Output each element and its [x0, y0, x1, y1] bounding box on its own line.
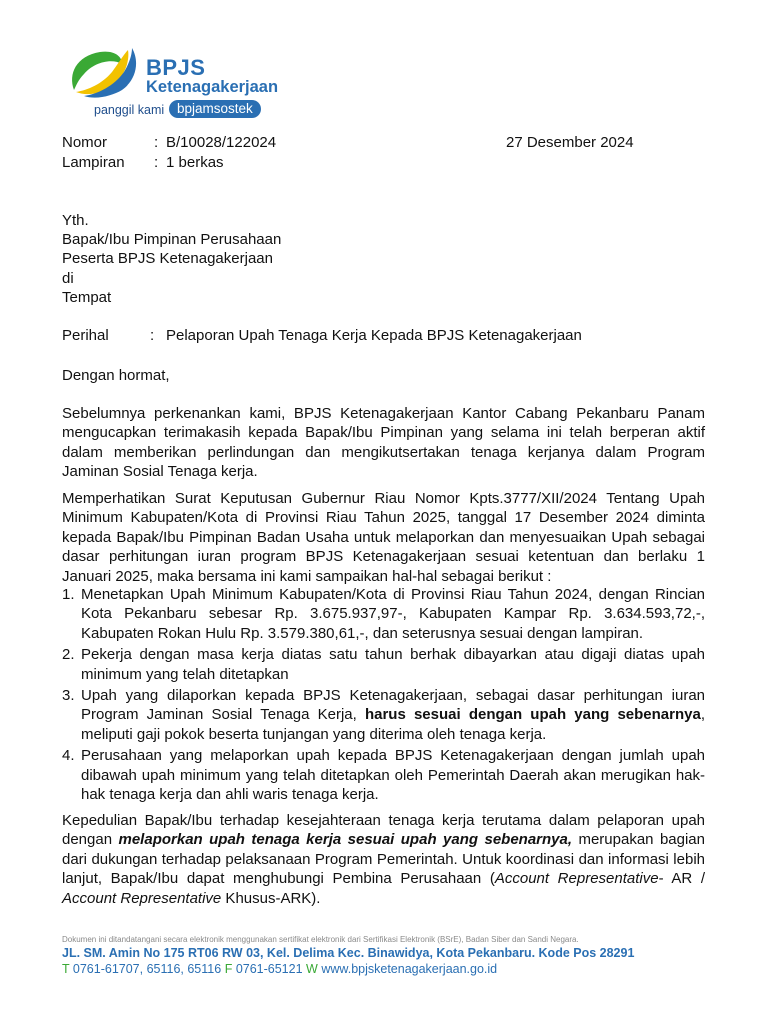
- bpjs-leaf-icon: [66, 44, 146, 104]
- list-text-bold: harus sesuai dengan upah yang sebenarnya: [364, 706, 701, 724]
- list-item: [62, 645, 705, 684]
- subject-value: Pelaporan Upah Tenaga Kerja Kepada BPJS Ketenagakerjaan: [166, 327, 582, 344]
- fax-value: 0761-65121: [235, 962, 303, 976]
- list-text: Pekerja dengan masa kerja diatas satu tahun berhak dibayarkan atau digaji diatas upah minimum yang telah ditetapkan: [81, 646, 705, 683]
- lampiran-colon: :: [154, 154, 159, 171]
- list-item: [62, 585, 705, 643]
- list-number: 4.: [62, 747, 75, 765]
- greeting: Dengan hormat,: [62, 367, 170, 384]
- logo-tagline: panggil kami: [94, 103, 165, 117]
- closing-emphasis: melaporkan upah tenaga kerja sesuai upah yang sebenarnya,: [118, 831, 573, 849]
- logo-pill: bpjamsostek: [169, 100, 261, 118]
- recipient-block: [62, 211, 281, 307]
- list-text: Perusahaan yang melaporkan upah kepada BPJS Ketenagakerjaan dengan jumlah upah dibawah upah minimum yang telah ditetapkan oleh Pemerintah Daerah akan merugikan hak-hak tenaga kerja dan ahli waris tenaga kerja.: [81, 747, 705, 804]
- subject-label: Perihal: [62, 327, 109, 344]
- nomor-label: Nomor: [62, 134, 108, 151]
- recipient-line: Bapak/Ibu Pimpinan Perusahaan: [62, 231, 282, 249]
- nomor-row: [62, 134, 276, 151]
- letter-footer: [62, 935, 722, 976]
- fax-label: F: [224, 962, 233, 976]
- points-list: [62, 585, 705, 806]
- nomor-value: B/10028/122024: [166, 134, 277, 151]
- logo-title: BPJS: [146, 55, 206, 80]
- closing-text: Khusus-ARK).: [221, 889, 321, 907]
- phone-value: 0761-61707, 65116, 65116: [72, 962, 222, 976]
- office-address: JL. SM. Amin No 175 RT06 RW 03, Kel. Delima Kec. Binawidya, Kota Pekanbaru. Kode Pos 28291: [62, 946, 635, 960]
- recipient-line: di: [62, 269, 74, 287]
- recipient-line: Yth.: [62, 212, 89, 229]
- bpjs-logo: [66, 44, 316, 126]
- list-item: [62, 746, 705, 804]
- subject-colon: :: [150, 327, 155, 344]
- list-number: 1.: [62, 586, 75, 603]
- list-text: Menetapkan Upah Minimum Kabupaten/Kota di Provinsi Riau Tahun 2024, dengan Rincian Kota Pekanbaru sebesar Rp. 3.675.937,97-, Kabupaten Kampar Rp. 3.634.593,72,-, Kabupaten Rokan Hulu Rp. 3.579.380,61,-, dan seterusnya sesuai dengan lampiran.: [81, 586, 705, 642]
- list-number: 3.: [62, 687, 75, 705]
- lampiran-label: Lampiran: [62, 154, 125, 171]
- web-label: W: [306, 962, 318, 976]
- closing-text: merupakan bagian dari dukungan terhadap pelaksanaan Program Pemerintah. Untuk koordinasi dan informasi lebih lanjut, Bapak/Ibu dapat menghubungi Pembina Perusahaan (: [62, 831, 705, 888]
- nomor-colon: :: [154, 134, 159, 151]
- subject-row: [62, 327, 582, 344]
- paragraph-intro: Sebelumnya perkenankan kami, BPJS Ketenagakerjaan Kantor Cabang Pekanbaru Panam mengucapkan terimakasih kepada Bapak/Ibu Pimpinan yang selama ini telah berperan aktif dalam memberikan perlindungan dan mengikutsertakan tenaga kerjanya dalam Program Jaminan Sosial Tenaga kerja.: [62, 405, 705, 481]
- list-text: Upah yang dilaporkan kepada BPJS Ketenagakerjaan, sebagai dasar perhitungan iuran Program Jaminan Sosial Tenaga Kerja,: [81, 687, 705, 724]
- phone-label: T: [62, 962, 70, 976]
- closing-italic: Account Representative: [62, 889, 222, 907]
- list-number: 2.: [62, 646, 75, 664]
- logo-subtitle: Ketenagakerjaan: [146, 78, 279, 96]
- lampiran-row: [62, 154, 224, 171]
- contact-line: [62, 962, 722, 976]
- closing-italic: Account Representative: [494, 870, 659, 888]
- closing-text: - AR /: [658, 870, 705, 888]
- list-item: [62, 686, 705, 744]
- list-text: , meliputi gaji pokok beserta tunjangan yang diterima oleh tenaga kerja.: [81, 706, 705, 743]
- paragraph-closing: [62, 811, 705, 908]
- lampiran-value: 1 berkas: [166, 154, 224, 171]
- recipient-line: Peserta BPJS Ketenagakerjaan: [62, 250, 273, 268]
- letter-date: 27 Desember 2024: [506, 134, 634, 151]
- closing-text: Kepedulian Bapak/Ibu terhadap kesejahteraan tenaga kerja terutama dalam pelaporan upah dengan: [62, 812, 705, 849]
- signature-note: Dokumen ini ditandatangani secara elektronik menggunakan sertifikat elektronik dari Sertifikasi Elektronik (BSrE), Badan Siber dan Sandi Negara.: [62, 935, 579, 944]
- web-link[interactable]: www.bpjsketenagakerjaan.go.id: [321, 962, 498, 976]
- paragraph-decree: Memperhatikan Surat Keputusan Gubernur Riau Nomor Kpts.3777/XII/2024 Tentang Upah Minimum Kabupaten/Kota di Provinsi Riau Tahun 2025, tanggal 17 Desember 2024 diminta kepada Bapak/Ibu Pimpinan Badan Usaha untuk melaporkan dan menyesuaikan Upah sebagai dasar perhitungan iuran program BPJS Ketenagakerjaan sesuai ketentuan dan berlaku 1 Januari 2025, maka bersama ini kami sampaikan hal-hal sebagai berikut :: [62, 490, 705, 585]
- recipient-line: Tempat: [62, 288, 112, 306]
